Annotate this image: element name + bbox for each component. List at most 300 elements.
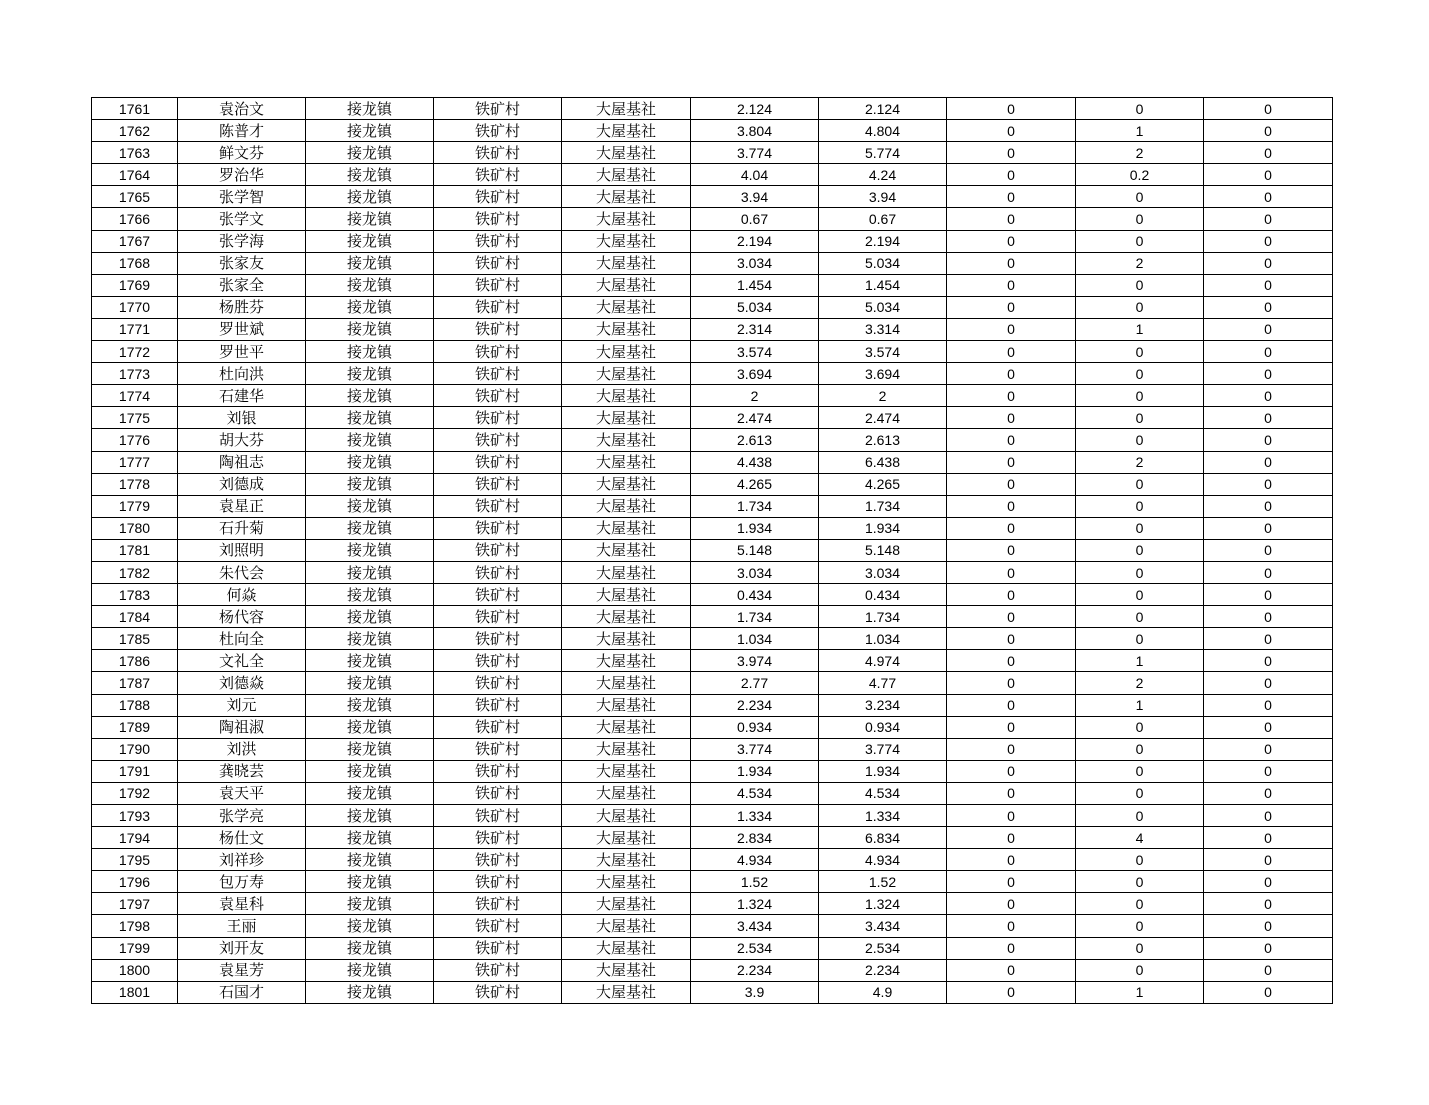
table-row: [92, 142, 1333, 164]
row-number-cell: 1771: [92, 318, 178, 340]
value-b-cell: 2: [819, 385, 947, 407]
village-cell: 铁矿村: [434, 672, 562, 694]
value-b-cell: 4.9: [819, 981, 947, 1003]
group-cell: 大屋基社: [562, 451, 691, 473]
value-c-cell: 0: [947, 473, 1076, 495]
group-cell: 大屋基社: [562, 893, 691, 915]
village-cell: 铁矿村: [434, 827, 562, 849]
row-number-cell: 1785: [92, 628, 178, 650]
row-number-cell: 1800: [92, 959, 178, 981]
value-d-cell: 0: [1076, 385, 1204, 407]
village-cell: 铁矿村: [434, 959, 562, 981]
value-b-cell: 5.148: [819, 539, 947, 561]
value-a-cell: 2.314: [691, 318, 819, 340]
table-row: [92, 827, 1333, 849]
row-number-cell: 1799: [92, 937, 178, 959]
value-b-cell: 1.334: [819, 805, 947, 827]
value-a-cell: 3.9: [691, 981, 819, 1003]
village-cell: 铁矿村: [434, 805, 562, 827]
row-number-cell: 1796: [92, 871, 178, 893]
town-cell: 接龙镇: [306, 451, 434, 473]
value-e-cell: 0: [1204, 628, 1333, 650]
group-cell: 大屋基社: [562, 672, 691, 694]
group-cell: 大屋基社: [562, 628, 691, 650]
name-cell: 石升菊: [178, 517, 306, 539]
value-e-cell: 0: [1204, 871, 1333, 893]
value-a-cell: 3.974: [691, 650, 819, 672]
value-b-cell: 1.324: [819, 893, 947, 915]
value-a-cell: 1.324: [691, 893, 819, 915]
name-cell: 鲜文芬: [178, 142, 306, 164]
town-cell: 接龙镇: [306, 694, 434, 716]
village-cell: 铁矿村: [434, 274, 562, 296]
group-cell: 大屋基社: [562, 164, 691, 186]
village-cell: 铁矿村: [434, 694, 562, 716]
row-number-cell: 1789: [92, 716, 178, 738]
group-cell: 大屋基社: [562, 539, 691, 561]
village-cell: 铁矿村: [434, 561, 562, 583]
row-number-cell: 1776: [92, 429, 178, 451]
name-cell: 包万寿: [178, 871, 306, 893]
table-row: [92, 584, 1333, 606]
table-row: [92, 738, 1333, 760]
value-a-cell: 2.77: [691, 672, 819, 694]
value-d-cell: 0: [1076, 230, 1204, 252]
value-d-cell: 0: [1076, 98, 1204, 120]
value-e-cell: 0: [1204, 98, 1333, 120]
value-e-cell: 0: [1204, 782, 1333, 804]
group-cell: 大屋基社: [562, 606, 691, 628]
town-cell: 接龙镇: [306, 164, 434, 186]
name-cell: 杜向全: [178, 628, 306, 650]
group-cell: 大屋基社: [562, 208, 691, 230]
value-e-cell: 0: [1204, 407, 1333, 429]
value-d-cell: 0: [1076, 805, 1204, 827]
value-b-cell: 6.834: [819, 827, 947, 849]
value-d-cell: 2: [1076, 451, 1204, 473]
value-c-cell: 0: [947, 694, 1076, 716]
village-cell: 铁矿村: [434, 186, 562, 208]
town-cell: 接龙镇: [306, 98, 434, 120]
value-e-cell: 0: [1204, 363, 1333, 385]
value-c-cell: 0: [947, 716, 1076, 738]
value-d-cell: 0: [1076, 296, 1204, 318]
value-e-cell: 0: [1204, 805, 1333, 827]
value-a-cell: 2.534: [691, 937, 819, 959]
value-d-cell: 0: [1076, 937, 1204, 959]
village-cell: 铁矿村: [434, 451, 562, 473]
value-d-cell: 2: [1076, 252, 1204, 274]
name-cell: 陶祖淑: [178, 716, 306, 738]
table-row: [92, 296, 1333, 318]
value-b-cell: 3.314: [819, 318, 947, 340]
value-d-cell: 0: [1076, 584, 1204, 606]
value-b-cell: 1.734: [819, 495, 947, 517]
name-cell: 杜向洪: [178, 363, 306, 385]
row-number-cell: 1779: [92, 495, 178, 517]
value-a-cell: 4.934: [691, 849, 819, 871]
town-cell: 接龙镇: [306, 517, 434, 539]
group-cell: 大屋基社: [562, 716, 691, 738]
village-cell: 铁矿村: [434, 407, 562, 429]
value-a-cell: 1.734: [691, 606, 819, 628]
value-e-cell: 0: [1204, 429, 1333, 451]
value-d-cell: 0: [1076, 473, 1204, 495]
town-cell: 接龙镇: [306, 230, 434, 252]
value-b-cell: 4.974: [819, 650, 947, 672]
group-cell: 大屋基社: [562, 230, 691, 252]
table-row: [92, 672, 1333, 694]
value-b-cell: 4.934: [819, 849, 947, 871]
table-row: [92, 959, 1333, 981]
name-cell: 陶祖志: [178, 451, 306, 473]
town-cell: 接龙镇: [306, 716, 434, 738]
group-cell: 大屋基社: [562, 120, 691, 142]
value-b-cell: 3.034: [819, 561, 947, 583]
value-c-cell: 0: [947, 782, 1076, 804]
value-d-cell: 0: [1076, 606, 1204, 628]
town-cell: 接龙镇: [306, 981, 434, 1003]
name-cell: 杨胜芬: [178, 296, 306, 318]
value-e-cell: 0: [1204, 495, 1333, 517]
value-d-cell: 0: [1076, 628, 1204, 650]
group-cell: 大屋基社: [562, 407, 691, 429]
value-e-cell: 0: [1204, 672, 1333, 694]
table-row: [92, 98, 1333, 120]
group-cell: 大屋基社: [562, 871, 691, 893]
row-number-cell: 1792: [92, 782, 178, 804]
value-c-cell: 0: [947, 738, 1076, 760]
value-c-cell: 0: [947, 628, 1076, 650]
town-cell: 接龙镇: [306, 672, 434, 694]
row-number-cell: 1773: [92, 363, 178, 385]
name-cell: 刘开友: [178, 937, 306, 959]
group-cell: 大屋基社: [562, 98, 691, 120]
name-cell: 罗世平: [178, 341, 306, 363]
value-c-cell: 0: [947, 959, 1076, 981]
name-cell: 龚晓芸: [178, 760, 306, 782]
group-cell: 大屋基社: [562, 959, 691, 981]
group-cell: 大屋基社: [562, 694, 691, 716]
value-a-cell: 2.194: [691, 230, 819, 252]
group-cell: 大屋基社: [562, 738, 691, 760]
row-number-cell: 1794: [92, 827, 178, 849]
value-c-cell: 0: [947, 429, 1076, 451]
value-c-cell: 0: [947, 981, 1076, 1003]
row-number-cell: 1798: [92, 915, 178, 937]
row-number-cell: 1762: [92, 120, 178, 142]
row-number-cell: 1763: [92, 142, 178, 164]
value-e-cell: 0: [1204, 650, 1333, 672]
table-row: [92, 782, 1333, 804]
value-b-cell: 1.454: [819, 274, 947, 296]
table-row: [92, 561, 1333, 583]
name-cell: 杨代容: [178, 606, 306, 628]
name-cell: 文礼全: [178, 650, 306, 672]
value-d-cell: 0: [1076, 871, 1204, 893]
group-cell: 大屋基社: [562, 650, 691, 672]
village-cell: 铁矿村: [434, 318, 562, 340]
value-c-cell: 0: [947, 650, 1076, 672]
name-cell: 刘洪: [178, 738, 306, 760]
village-cell: 铁矿村: [434, 738, 562, 760]
value-b-cell: 0.434: [819, 584, 947, 606]
table-row: [92, 341, 1333, 363]
value-c-cell: 0: [947, 186, 1076, 208]
table-row: [92, 981, 1333, 1003]
group-cell: 大屋基社: [562, 186, 691, 208]
value-a-cell: 5.034: [691, 296, 819, 318]
table-row: [92, 915, 1333, 937]
value-e-cell: 0: [1204, 517, 1333, 539]
table-row: [92, 208, 1333, 230]
group-cell: 大屋基社: [562, 142, 691, 164]
name-cell: 罗治华: [178, 164, 306, 186]
value-e-cell: 0: [1204, 760, 1333, 782]
value-d-cell: 0: [1076, 716, 1204, 738]
town-cell: 接龙镇: [306, 186, 434, 208]
group-cell: 大屋基社: [562, 341, 691, 363]
village-cell: 铁矿村: [434, 849, 562, 871]
value-c-cell: 0: [947, 495, 1076, 517]
value-c-cell: 0: [947, 539, 1076, 561]
value-d-cell: 1: [1076, 318, 1204, 340]
row-number-cell: 1774: [92, 385, 178, 407]
value-d-cell: 0.2: [1076, 164, 1204, 186]
table-body: [92, 98, 1333, 1004]
table-row: [92, 606, 1333, 628]
group-cell: 大屋基社: [562, 473, 691, 495]
group-cell: 大屋基社: [562, 584, 691, 606]
village-cell: 铁矿村: [434, 760, 562, 782]
town-cell: 接龙镇: [306, 628, 434, 650]
value-a-cell: 1.934: [691, 760, 819, 782]
row-number-cell: 1769: [92, 274, 178, 296]
name-cell: 张学海: [178, 230, 306, 252]
row-number-cell: 1778: [92, 473, 178, 495]
table-row: [92, 274, 1333, 296]
name-cell: 袁治文: [178, 98, 306, 120]
row-number-cell: 1781: [92, 539, 178, 561]
value-a-cell: 1.454: [691, 274, 819, 296]
name-cell: 朱代会: [178, 561, 306, 583]
value-b-cell: 2.234: [819, 959, 947, 981]
town-cell: 接龙镇: [306, 805, 434, 827]
value-c-cell: 0: [947, 805, 1076, 827]
table-row: [92, 628, 1333, 650]
value-b-cell: 6.438: [819, 451, 947, 473]
value-e-cell: 0: [1204, 893, 1333, 915]
village-cell: 铁矿村: [434, 517, 562, 539]
value-c-cell: 0: [947, 296, 1076, 318]
name-cell: 袁星芳: [178, 959, 306, 981]
group-cell: 大屋基社: [562, 915, 691, 937]
value-d-cell: 0: [1076, 186, 1204, 208]
value-d-cell: 0: [1076, 208, 1204, 230]
table-row: [92, 186, 1333, 208]
table-row: [92, 716, 1333, 738]
name-cell: 杨仕文: [178, 827, 306, 849]
value-b-cell: 0.67: [819, 208, 947, 230]
village-cell: 铁矿村: [434, 142, 562, 164]
table-row: [92, 473, 1333, 495]
row-number-cell: 1765: [92, 186, 178, 208]
town-cell: 接龙镇: [306, 473, 434, 495]
value-d-cell: 1: [1076, 120, 1204, 142]
table-row: [92, 318, 1333, 340]
value-c-cell: 0: [947, 915, 1076, 937]
group-cell: 大屋基社: [562, 805, 691, 827]
value-a-cell: 3.034: [691, 252, 819, 274]
name-cell: 张家全: [178, 274, 306, 296]
village-cell: 铁矿村: [434, 871, 562, 893]
value-e-cell: 0: [1204, 849, 1333, 871]
value-e-cell: 0: [1204, 827, 1333, 849]
row-number-cell: 1761: [92, 98, 178, 120]
value-e-cell: 0: [1204, 451, 1333, 473]
town-cell: 接龙镇: [306, 650, 434, 672]
value-e-cell: 0: [1204, 385, 1333, 407]
value-b-cell: 4.24: [819, 164, 947, 186]
village-cell: 铁矿村: [434, 539, 562, 561]
table-row: [92, 893, 1333, 915]
row-number-cell: 1770: [92, 296, 178, 318]
group-cell: 大屋基社: [562, 296, 691, 318]
value-c-cell: 0: [947, 274, 1076, 296]
table-row: [92, 429, 1333, 451]
value-e-cell: 0: [1204, 606, 1333, 628]
value-c-cell: 0: [947, 584, 1076, 606]
value-b-cell: 4.534: [819, 782, 947, 804]
value-d-cell: 0: [1076, 782, 1204, 804]
village-cell: 铁矿村: [434, 495, 562, 517]
name-cell: 刘照明: [178, 539, 306, 561]
value-a-cell: 2.234: [691, 694, 819, 716]
value-a-cell: 1.52: [691, 871, 819, 893]
table-row: [92, 495, 1333, 517]
value-e-cell: 0: [1204, 252, 1333, 274]
village-cell: 铁矿村: [434, 296, 562, 318]
group-cell: 大屋基社: [562, 385, 691, 407]
value-b-cell: 4.804: [819, 120, 947, 142]
table-row: [92, 805, 1333, 827]
town-cell: 接龙镇: [306, 296, 434, 318]
value-d-cell: 1: [1076, 650, 1204, 672]
row-number-cell: 1777: [92, 451, 178, 473]
value-a-cell: 3.574: [691, 341, 819, 363]
value-e-cell: 0: [1204, 937, 1333, 959]
value-c-cell: 0: [947, 937, 1076, 959]
value-c-cell: 0: [947, 827, 1076, 849]
row-number-cell: 1786: [92, 650, 178, 672]
value-c-cell: 0: [947, 318, 1076, 340]
name-cell: 石建华: [178, 385, 306, 407]
value-a-cell: 4.534: [691, 782, 819, 804]
value-d-cell: 0: [1076, 495, 1204, 517]
name-cell: 张家友: [178, 252, 306, 274]
value-a-cell: 3.774: [691, 142, 819, 164]
group-cell: 大屋基社: [562, 827, 691, 849]
value-a-cell: 4.04: [691, 164, 819, 186]
value-d-cell: 0: [1076, 363, 1204, 385]
name-cell: 胡大芬: [178, 429, 306, 451]
row-number-cell: 1793: [92, 805, 178, 827]
value-b-cell: 2.194: [819, 230, 947, 252]
group-cell: 大屋基社: [562, 274, 691, 296]
row-number-cell: 1768: [92, 252, 178, 274]
value-e-cell: 0: [1204, 473, 1333, 495]
town-cell: 接龙镇: [306, 385, 434, 407]
value-d-cell: 2: [1076, 142, 1204, 164]
name-cell: 王丽: [178, 915, 306, 937]
value-c-cell: 0: [947, 230, 1076, 252]
row-number-cell: 1766: [92, 208, 178, 230]
table-row: [92, 871, 1333, 893]
village-cell: 铁矿村: [434, 584, 562, 606]
town-cell: 接龙镇: [306, 584, 434, 606]
row-number-cell: 1787: [92, 672, 178, 694]
value-a-cell: 3.034: [691, 561, 819, 583]
table-row: [92, 120, 1333, 142]
row-number-cell: 1775: [92, 407, 178, 429]
value-e-cell: 0: [1204, 318, 1333, 340]
town-cell: 接龙镇: [306, 827, 434, 849]
row-number-cell: 1783: [92, 584, 178, 606]
value-b-cell: 3.574: [819, 341, 947, 363]
name-cell: 刘德成: [178, 473, 306, 495]
row-number-cell: 1791: [92, 760, 178, 782]
value-b-cell: 5.034: [819, 296, 947, 318]
value-e-cell: 0: [1204, 584, 1333, 606]
town-cell: 接龙镇: [306, 252, 434, 274]
group-cell: 大屋基社: [562, 849, 691, 871]
value-c-cell: 0: [947, 252, 1076, 274]
value-a-cell: 2.834: [691, 827, 819, 849]
value-a-cell: 2.613: [691, 429, 819, 451]
value-d-cell: 0: [1076, 517, 1204, 539]
table-row: [92, 363, 1333, 385]
village-cell: 铁矿村: [434, 208, 562, 230]
value-b-cell: 2.124: [819, 98, 947, 120]
value-d-cell: 2: [1076, 672, 1204, 694]
village-cell: 铁矿村: [434, 716, 562, 738]
town-cell: 接龙镇: [306, 318, 434, 340]
row-number-cell: 1782: [92, 561, 178, 583]
table-row: [92, 252, 1333, 274]
value-e-cell: 0: [1204, 230, 1333, 252]
town-cell: 接龙镇: [306, 142, 434, 164]
value-a-cell: 1.034: [691, 628, 819, 650]
row-number-cell: 1764: [92, 164, 178, 186]
value-e-cell: 0: [1204, 716, 1333, 738]
value-b-cell: 1.934: [819, 517, 947, 539]
value-c-cell: 0: [947, 164, 1076, 186]
group-cell: 大屋基社: [562, 495, 691, 517]
value-c-cell: 0: [947, 517, 1076, 539]
table-row: [92, 385, 1333, 407]
value-a-cell: 2.124: [691, 98, 819, 120]
value-d-cell: 0: [1076, 407, 1204, 429]
town-cell: 接龙镇: [306, 561, 434, 583]
table-row: [92, 164, 1333, 186]
value-c-cell: 0: [947, 893, 1076, 915]
value-b-cell: 4.77: [819, 672, 947, 694]
table-row: [92, 230, 1333, 252]
town-cell: 接龙镇: [306, 341, 434, 363]
name-cell: 刘银: [178, 407, 306, 429]
row-number-cell: 1788: [92, 694, 178, 716]
value-d-cell: 1: [1076, 981, 1204, 1003]
